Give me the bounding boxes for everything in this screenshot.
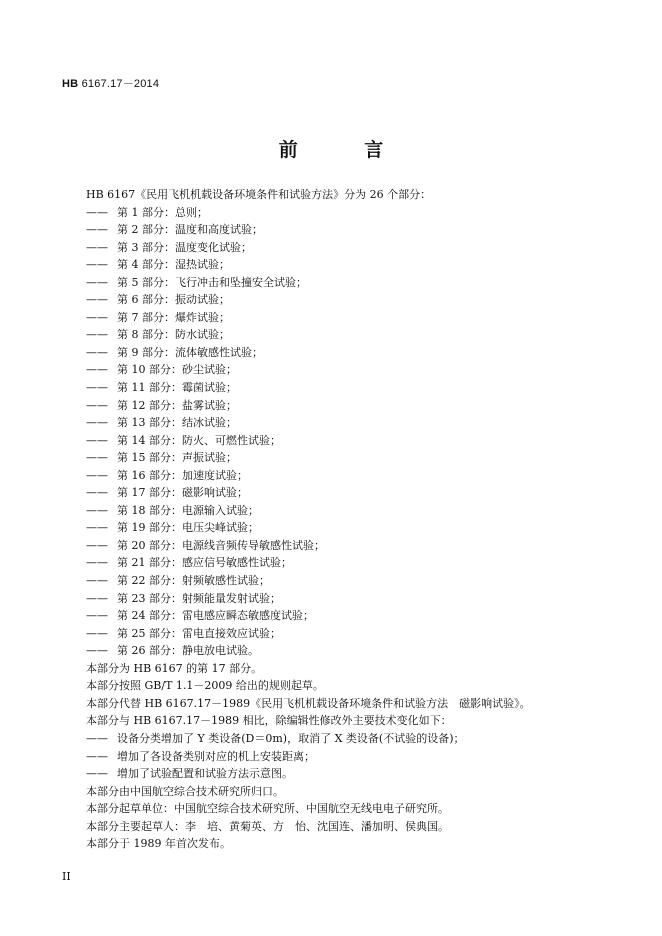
replaces-paragraph: 本部分代替 HB 6167.17－1989《民用飞机机载设备环境条件和试验方法 磁影响试验》。 (86, 696, 531, 710)
dash-marker: —— (86, 556, 108, 570)
dash-marker: —— (86, 240, 108, 254)
part-label: 第 7 部分：爆炸试验； (117, 310, 230, 324)
dash-marker: —— (86, 591, 108, 605)
page-title: 前 言 (278, 139, 414, 161)
part-label: 第 15 部分：声振试验； (117, 451, 237, 465)
dash-marker: —— (86, 328, 108, 342)
part-label: 第 3 部分：温度变化试验； (117, 240, 252, 254)
list-item (86, 449, 606, 467)
dash-marker: —— (86, 451, 108, 465)
proposed-by-paragraph: 本部分由中国航空综合技术研究所归口。 (86, 784, 284, 798)
part-label: 第 25 部分：雷电直接效应试验； (117, 626, 281, 640)
first-issue-paragraph: 本部分于 1989 年首次发布。 (86, 837, 231, 851)
list-item (86, 274, 606, 292)
list-item (86, 397, 606, 415)
list-item (86, 432, 606, 450)
part-label: 第 21 部分：感应信号敏感性试验； (117, 556, 292, 570)
list-item (86, 484, 606, 502)
drafting-rules-paragraph: 本部分按照 GB/T 1.1－2009 给出的规则起草。 (86, 679, 324, 693)
dash-marker: —— (86, 767, 108, 781)
list-item (86, 344, 606, 362)
dash-marker: —— (86, 293, 108, 307)
dash-marker: —— (86, 749, 108, 763)
part-label: 第 12 部分：盐雾试验； (117, 398, 237, 412)
part-label: 第 20 部分：电源线音频传导敏感性试验； (117, 538, 325, 552)
dash-marker: —— (86, 626, 108, 640)
list-item (86, 519, 606, 537)
part-label: 第 5 部分：飞行冲击和坠撞安全试验； (117, 275, 307, 289)
dash-marker: —— (86, 416, 108, 430)
dash-marker: —— (86, 275, 108, 289)
change-item (86, 730, 606, 748)
dash-marker: —— (86, 503, 108, 517)
dash-marker: —— (86, 258, 108, 272)
changes-intro-paragraph: 本部分与 HB 6167.17－1989 相比，除编辑性修改外主要技术变化如下： (86, 714, 452, 728)
part-label: 第 26 部分：静电放电试验。 (117, 644, 259, 658)
list-item (86, 379, 606, 397)
list-item (86, 326, 606, 344)
part-label: 第 1 部分：总则； (117, 205, 208, 219)
dash-marker: —— (86, 731, 108, 745)
dash-marker: —— (86, 223, 108, 237)
part-label: 第 9 部分：流体敏感性试验； (117, 345, 263, 359)
part-label: 第 19 部分：电压尖峰试验； (117, 521, 259, 535)
change-label: 设备分类增加了 Y 类设备(D＝0m)，取消了 X 类设备(不试验的设备)； (117, 731, 465, 745)
list-item (86, 537, 606, 555)
list-item (86, 590, 606, 608)
list-item (86, 221, 606, 239)
dash-marker: —— (86, 574, 108, 588)
foreword-body (86, 186, 606, 853)
drafters-paragraph: 本部分主要起草人：李 培、黄菊英、方 怡、沈国连、潘加明、侯典国。 (86, 819, 449, 833)
list-item (86, 239, 606, 257)
part-label: 第 18 部分：电源输入试验； (117, 503, 259, 517)
dash-marker: —— (86, 486, 108, 500)
standard-number: 6167.17－2014 (81, 78, 160, 90)
part-label: 第 2 部分：温度和高度试验； (117, 223, 263, 237)
dash-marker: —— (86, 381, 108, 395)
part-label: 第 4 部分：湿热试验； (117, 258, 230, 272)
part-label: 第 8 部分：防水试验； (117, 328, 230, 342)
dash-marker: —— (86, 468, 108, 482)
standard-code: HB (62, 78, 79, 90)
list-item (86, 204, 606, 222)
dash-marker: —— (86, 521, 108, 535)
dash-marker: —— (86, 310, 108, 324)
list-item (86, 309, 606, 327)
dash-marker: —— (86, 345, 108, 359)
list-item (86, 502, 606, 520)
list-item (86, 554, 606, 572)
drafting-units-paragraph: 本部分起草单位：中国航空综合技术研究所、中国航空无线电电子研究所。 (86, 802, 449, 816)
list-item (86, 625, 606, 643)
list-item (86, 572, 606, 590)
list-item (86, 361, 606, 379)
part-label: 第 23 部分：射频能量发射试验； (117, 591, 281, 605)
list-item (86, 642, 606, 660)
dash-marker: —— (86, 433, 108, 447)
dash-marker: —— (86, 205, 108, 219)
part-label: 第 10 部分：砂尘试验； (117, 363, 237, 377)
dash-marker: —— (86, 363, 108, 377)
list-item (86, 414, 606, 432)
change-label: 增加了试验配置和试验方法示意图。 (117, 767, 293, 781)
dash-marker: —— (86, 538, 108, 552)
dash-marker: —— (86, 644, 108, 658)
list-item (86, 256, 606, 274)
part-label: 第 13 部分：结冰试验； (117, 416, 237, 430)
part-of-paragraph: 本部分为 HB 6167 的第 17 部分。 (86, 661, 263, 675)
list-item (86, 291, 606, 309)
document-header (62, 75, 159, 91)
list-item (86, 607, 606, 625)
change-label: 增加了各设备类别对应的机上安装距离； (117, 749, 315, 763)
page-number: II (62, 870, 71, 883)
part-label: 第 11 部分：霉菌试验； (117, 381, 237, 395)
intro-paragraph: HB 6167《民用飞机机载设备环境条件和试验方法》分为 26 个部分： (86, 188, 432, 201)
dash-marker: —— (86, 398, 108, 412)
change-item (86, 748, 606, 766)
part-label: 第 6 部分：振动试验； (117, 293, 230, 307)
dash-marker: —— (86, 609, 108, 623)
part-label: 第 22 部分：射频敏感性试验； (117, 574, 270, 588)
part-label: 第 14 部分：防火、可燃性试验； (117, 433, 281, 447)
list-item (86, 467, 606, 485)
part-label: 第 24 部分：雷电感应瞬态敏感度试验； (117, 609, 314, 623)
part-label: 第 16 部分：加速度试验； (117, 468, 248, 482)
change-item (86, 765, 606, 783)
part-label: 第 17 部分：磁影响试验； (117, 486, 248, 500)
